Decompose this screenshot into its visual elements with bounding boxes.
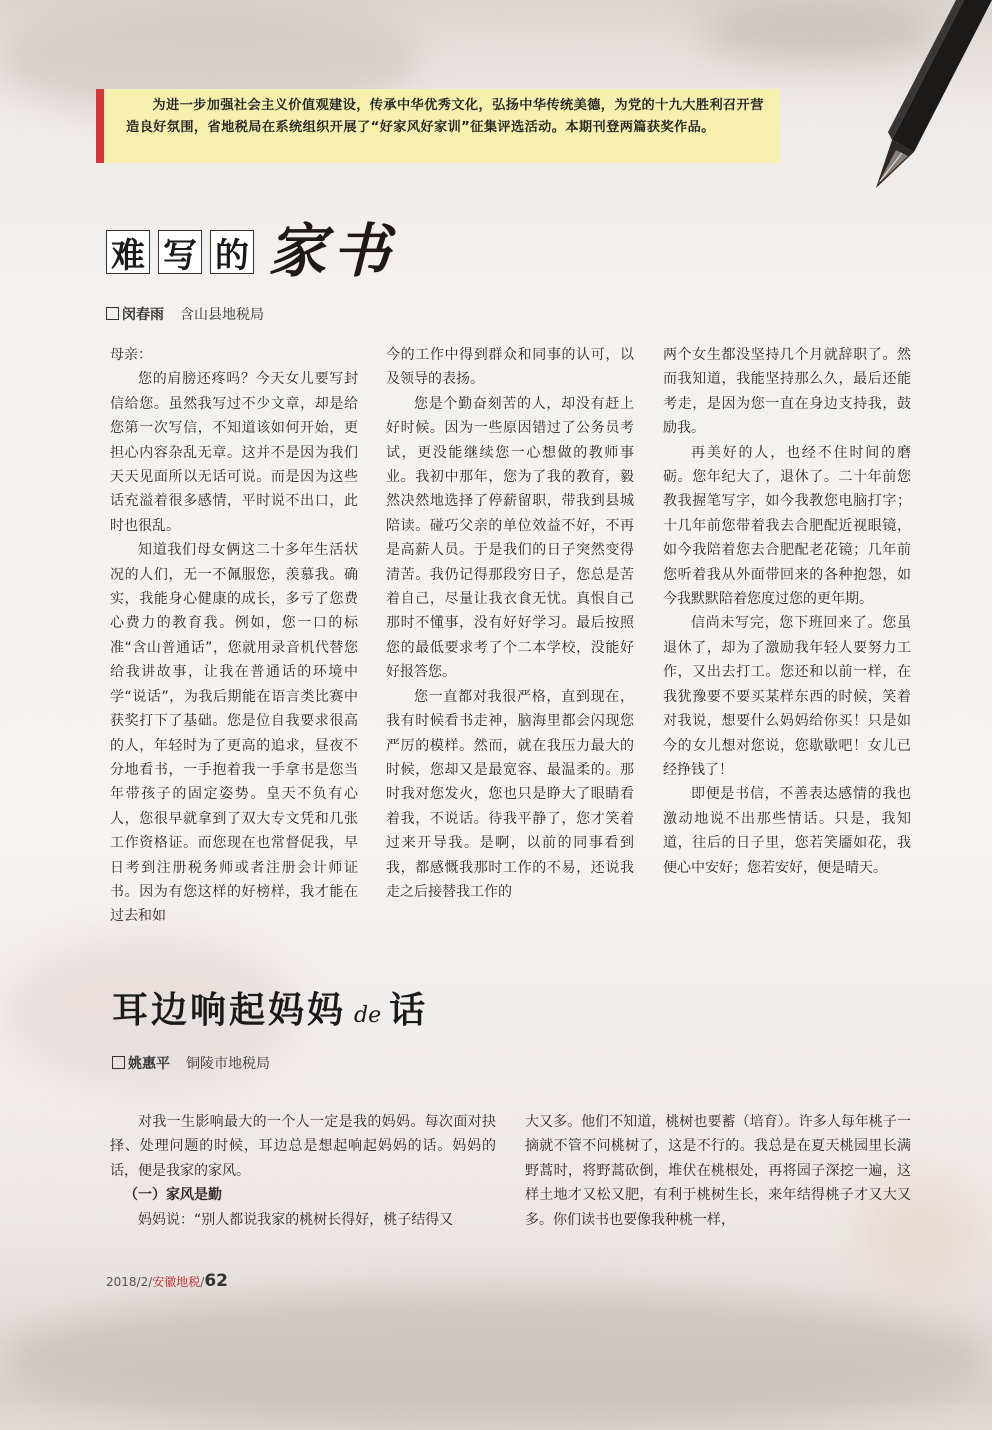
page-number: 62 (204, 1271, 228, 1291)
byline-square-icon (106, 307, 119, 320)
article2-title (112, 982, 428, 1033)
paragraph-continued: 今的工作中得到群众和同事的认可，以及领导的表扬。 (386, 347, 634, 388)
intro-callout (96, 89, 780, 163)
title-part-a: 耳边响起妈妈 (112, 990, 347, 1031)
fountain-pen-illustration (852, 0, 992, 200)
article1-title (106, 217, 397, 285)
title-boxed-char: 写 (158, 230, 202, 274)
salutation: 母亲： (110, 347, 152, 363)
paragraph: 您是个勤奋刻苦的人，却没有赶上好时候。因为一些原因错过了公务员考试，更没能继续您一心想做的教师事业。我初中那年，您为了我的教育，毅然决然地选择了停薪留职，带我到县城陪读。碰巧父亲的单位效益不好，不再是高薪人员。于是我们的日子突然变得清苦。我仍记得那段穷日子，您总是苦着自己，尽量让我衣食无忧。真恨自己那时不懂事，没有好好学习。最后按照您的最低要求考了个二本学校，没能好好报答您。 (386, 395, 634, 681)
byline-square-icon (112, 1056, 125, 1069)
title-calligraphy: 家书 (268, 217, 397, 285)
paragraph: 您一直都对我很严格，直到现在，我有时候看书走神，脑海里都会闪现您严厉的模样。然而，就在我压力最大的时候，您却又是最宽容、最温柔的。那时我对您发火，您也只是睁大了眼睛看着我，不说话。待我平静了，您才笑着过来开导我。是啊，以前的同事看到我，都感慨我那时工作的不易，还说我走之后接替我工作的 (386, 688, 634, 900)
article1-byline (106, 304, 264, 324)
issue-date: 2018/2/ (106, 1275, 153, 1289)
article1-column-2 (386, 343, 634, 904)
paragraph: 再美好的人，也经不住时间的磨砺。您年纪大了，退休了。二十年前您教我握笔写字，如今我教您电脑打字；十几年前您带着我去合肥配近视眼镜，如今我陪着您去合肥配老花镜；几年前您听着我从外面带回来的各种抱怨，如今我默默陪着您度过您的更年期。 (663, 444, 911, 608)
author-name: 闵春雨 (122, 307, 164, 323)
page-footer (106, 1271, 228, 1291)
paragraph-continued: 两个女生都没坚持几个月就辞职了。然而我知道，我能坚持那么久，最后还能考走，是因为您一直在身边支持我，鼓励我。 (663, 347, 911, 437)
article1-column-1 (110, 343, 358, 929)
paragraph-continued: 大又多。他们不知道，桃树也要蓄（培育）。许多人每年桃子一摘就不管不问桃树了，这是不行的。我总是在夏天桃园里长满野蒿时，将野蒿砍倒，堆伏在桃根处，再将园子深挖一遍，这样土地才又松又肥，有利于桃树生长，来年结得桃子才又大又多。你们读书也要像我种桃一样， (525, 1114, 911, 1228)
author-org: 铜陵市地税局 (186, 1056, 270, 1072)
author-name: 姚惠平 (128, 1056, 170, 1072)
footer-separator: / (200, 1275, 205, 1289)
section-heading: （一）家风是勤 (124, 1187, 222, 1204)
title-small-de: de (354, 1003, 382, 1028)
paragraph: 信尚未写完，您下班回来了。您虽退休了，却为了激励我年轻人要努力工作，又出去打工。您还和以前一样，在我犹豫要不要买某样东西的时候，笑着对我说，想要什么妈妈给你买！只是如今的女儿想对您说，您歇歇吧！女儿已经挣钱了！ (663, 615, 911, 778)
paragraph: 即便是书信，不善表达感情的我也激动地说不出那些情话。只是，我知道，往后的日子里，您若笑靥如花，我便心中安好；您若安好，便是晴天。 (663, 786, 911, 876)
paragraph: 妈妈说：“别人都说我家的桃树长得好，桃子结得又 (138, 1211, 454, 1228)
article2-byline (112, 1053, 270, 1073)
author-org: 含山县地税局 (180, 307, 264, 323)
article2-column-1 (110, 1110, 496, 1232)
paragraph: 知道我们母女俩这二十多年生活状况的人们，无一不佩服您，羡慕我。确实，我能身心健康的成长，多亏了您费心费力的教育我。例如，您一口的标准“含山普通话”，您就用录音机代替您给我讲故事，让我在普通话的环境中学“说话”，为我后期能在语言类比赛中获奖打下了基础。您是位自我要求很高的人，年轻时为了更高的追求，昼夜不分地看书，一手抱着我一手拿书是您当年带孩子的固定姿势。皇天不负有心人，您很早就拿到了双大专文凭和几张工作资格证。而您现在也常督促我，早日考到注册税务师或者注册会计师证书。因为有您这样的好榜样，我才能在过去和如 (110, 542, 358, 925)
background-mist-bottom (0, 1290, 992, 1430)
paragraph: 您的肩膀还疼吗？今天女儿要写封信给您。虽然我写过不少文章，却是给您第一次写信，不知道该如何开始，更担心内容杂乱无章。这并不是因为我们天天见面所以无话可说。而是因为这些话充溢着很多感情，平时说不出口，此时也很乱。 (110, 371, 358, 534)
title-boxed-char: 的 (210, 230, 254, 274)
article2-column-2 (525, 1110, 911, 1232)
article1-column-3 (663, 343, 911, 880)
title-boxed-char: 难 (106, 230, 150, 274)
magazine-name: 安徽地税 (152, 1275, 201, 1289)
paragraph: 对我一生影响最大的一个人一定是我的妈妈。每次面对抉择、处理问题的时候，耳边总是想起响起妈妈的话。妈妈的话，便是我家的家风。 (110, 1114, 496, 1179)
title-part-b: 话 (389, 990, 429, 1031)
intro-text: 为进一步加强社会主义价值观建设，传承中华优秀文化，弘扬中华传统美德，为党的十九大胜利召开营造良好氛围，省地税局在系统组织开展了“好家风好家训”征集评选活动。本期刊登两篇获奖作品。 (126, 98, 764, 135)
